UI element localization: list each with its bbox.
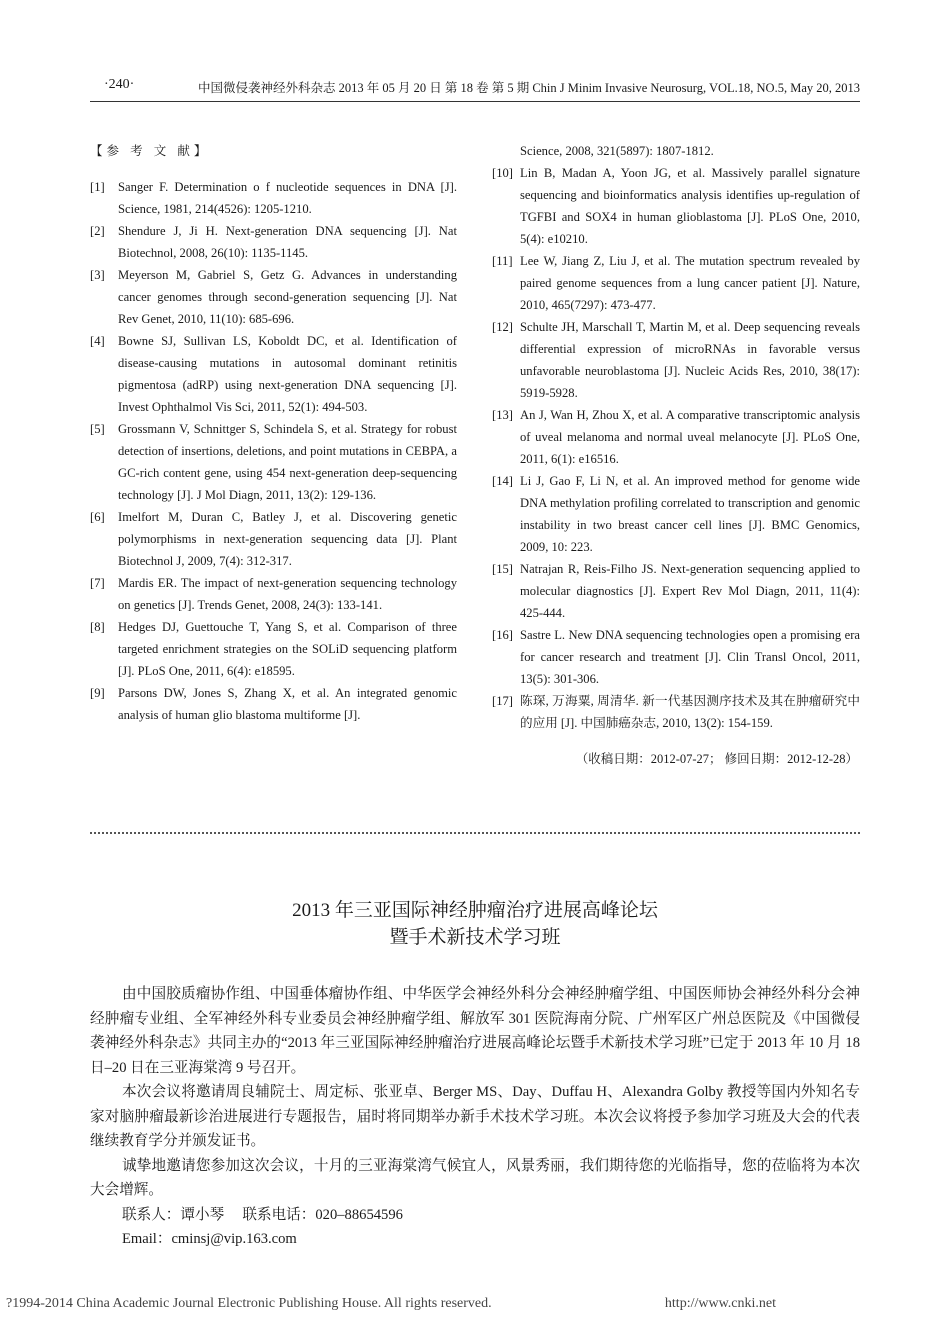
reference-text: An J, Wan H, Zhou X, et al. A comparative transcriptomic analysis of uveal melanoma and normal uveal melanocyte [J]. PLoS One, 2011, 6(1): e16516. [520, 408, 860, 466]
reference-item [492, 558, 860, 624]
reference-list-left [90, 176, 457, 726]
reference-text: Lin B, Madan A, Yoon JG, et al. Massively parallel signature sequencing and bioinformatics analysis identifies up-regulation of TGFBI and SOX4 in human glioblastoma [J]. PLoS One, 2010, 5(4): e10210. [520, 166, 860, 246]
reference-item [492, 624, 860, 690]
reference-text: Mardis ER. The impact of next-generation sequencing technology on genetics [J]. Trends Genet, 2008, 24(3): 133-141. [118, 576, 457, 612]
reference-item [90, 572, 457, 616]
notice-title [90, 897, 860, 951]
contact-info: 联系人：谭小琴 联系电话：020–88654596 [122, 1206, 403, 1223]
reference-text: Grossmann V, Schnittger S, Schindela S, et al. Strategy for robust detection of insertions, deletions, and point mutations in CEBPA, a GC-rich content gene, using 454 next-generation deep-sequencing technology [J]. J Mol Diagn, 2011, 13(2): 129-136. [118, 422, 457, 502]
reference-item [90, 176, 457, 220]
reference-item [492, 162, 860, 250]
reference-text: Hedges DJ, Guettouche T, Yang S, et al. Comparison of three targeted enrichment strategies on the SOLiD sequencing platform [J]. PLoS One, 2011, 6(4): e18595. [118, 620, 457, 678]
reference-text: Li J, Gao F, Li N, et al. An improved method for genome wide DNA methylation profiling correlated to transcription and genomic instability in two breast cancer cell lines [J]. BMC Genomics, 2009, 10: 223. [520, 474, 860, 554]
reference-number: [5] [90, 422, 105, 436]
references-right-column [492, 140, 860, 770]
references-heading: 【参 考 文 献】 [90, 144, 211, 158]
reference-text: Sastre L. New DNA sequencing technologies open a promising era for cancer research and treatment [J]. Clin Transl Oncol, 2011, 13(5): 301-306. [520, 628, 860, 686]
page-footer [0, 1296, 950, 1316]
reference-number: [14] [492, 474, 513, 488]
reference-number: [1] [90, 180, 105, 194]
reference-text: Imelfort M, Duran C, Batley J, et al. Discovering genetic polymorphisms in next-generation sequencing data [J]. Plant Biotechnol J, 2009, 7(4): 312-317. [118, 510, 457, 568]
reference-number: [16] [492, 628, 513, 642]
reference-item [492, 690, 860, 734]
section-divider [90, 832, 860, 834]
reference-text: Bowne SJ, Sullivan LS, Koboldt DC, et al. Identification of disease-causing mutations in autosomal dominant retinitis pigmentosa (adRP) using next-generation DNA sequencing [J]. Invest Ophthalmol Vis Sci, 2011, 52(1): 494-503. [118, 334, 457, 414]
reference-number: [13] [492, 408, 513, 422]
reference-number: [17] [492, 694, 513, 708]
reference-number: [6] [90, 510, 105, 524]
reference-item [492, 250, 860, 316]
reference-continuation: Science, 2008, 321(5897): 1807-1812. [520, 144, 714, 158]
references-left-column [90, 140, 457, 726]
reference-text: 陈琛, 万海粟, 周清华. 新一代基因测序技术及其在肿瘤研究中的应用 [J]. 中国肺癌杂志, 2010, 13(2): 154-159. [520, 694, 860, 730]
reference-number: [3] [90, 268, 105, 282]
notice-paragraph: 诚挚地邀请您参加这次会议，十月的三亚海棠湾气候宜人，风景秀丽，我们期待您的光临指导，您的莅临将为本次大会增辉。 [90, 1157, 860, 1198]
reference-item [90, 264, 457, 330]
reference-item [90, 616, 457, 682]
header-divider [90, 101, 860, 102]
received-revised-dates: （收稿日期：2012-07-27； 修回日期：2012-12-28） [575, 752, 858, 766]
reference-item [90, 418, 457, 506]
reference-item [492, 316, 860, 404]
page-number: ·240· [104, 77, 135, 92]
reference-number: [15] [492, 562, 513, 576]
reference-text: Shendure J, Ji H. Next-generation DNA sequencing [J]. Nat Biotechnol, 2008, 26(10): 1135-1145. [118, 224, 457, 260]
reference-list-right [492, 162, 860, 734]
reference-number: [8] [90, 620, 105, 634]
copyright-notice: ?1994-2014 China Academic Journal Electronic Publishing House. All rights reserved. [6, 1296, 492, 1311]
reference-text: Schulte JH, Marschall T, Martin M, et al. Deep sequencing reveals differential expression of microRNAs in favorable versus unfavorable neuroblastoma [J]. Nucleic Acids Res, 2010, 38(17): 5919-5928. [520, 320, 860, 400]
footer-link[interactable]: http://www.cnki.net [664, 1296, 776, 1311]
reference-text: Lee W, Jiang Z, Liu J, et al. The mutation spectrum revealed by paired genome sequences from a lung cancer patient [J]. Nature, 2010, 465(7297): 473-477. [520, 254, 860, 312]
reference-item [492, 404, 860, 470]
reference-text: Natrajan R, Reis-Filho JS. Next-generation sequencing applied to molecular diagnostics [J]. Expert Rev Mol Diagn, 2011, 11(4): 425-444. [520, 562, 860, 620]
page-header [104, 77, 860, 97]
reference-item [90, 682, 457, 726]
notice-title-line-2: 暨手术新技术学习班 [389, 927, 561, 948]
reference-number: [7] [90, 576, 105, 590]
reference-item [90, 330, 457, 418]
reference-item [90, 220, 457, 264]
reference-number: [12] [492, 320, 513, 334]
reference-number: [4] [90, 334, 105, 348]
notice-title-line-1: 2013 年三亚国际神经肿瘤治疗进展高峰论坛 [292, 900, 658, 921]
reference-number: [10] [492, 166, 513, 180]
reference-text: Sanger F. Determination o f nucleotide sequences in DNA [J]. Science, 1981, 214(4526): 1205-1210. [118, 180, 457, 216]
reference-text: Parsons DW, Jones S, Zhang X, et al. An integrated genomic analysis of human glio blastoma multiforme [J]. [118, 686, 457, 722]
notice-body [90, 982, 860, 1252]
reference-number: [2] [90, 224, 105, 238]
notice-paragraph: 本次会议将邀请周良辅院士、周定标、张亚卓、Berger MS、Day、Duffau H、Alexandra Golby 教授等国内外知名专家对脑肿瘤最新诊治进展进行专题报告，届时将同期举办新手术技术学习班。本次会议将授予参加学习班及大会的代表继续教育学分并颁发证书。 [90, 1084, 860, 1149]
reference-item [492, 470, 860, 558]
notice-paragraph: 由中国胶质瘤协作组、中国垂体瘤协作组、中华医学会神经外科分会神经肿瘤学组、中国医师协会神经外科分会神经肿瘤专业组、全军神经外科专业委员会神经肿瘤学组、解放军 301 医院海南分院、广州军区广州总医院及《中国微侵袭神经外科杂志》共同主办的“2013 年三亚国际神经肿瘤治疗进展高峰论坛暨手术新技术学习班”已定于 2013 年 10 月 18 日–20 日在三亚海棠湾 9 号召开。 [90, 986, 860, 1076]
journal-citation-line: 中国微侵袭神经外科杂志 2013 年 05 月 20 日 第 18 卷 第 5 期 Chin J Minim Invasive Neurosurg, VOL.18, NO.5, May 20, 2013 [197, 81, 860, 95]
contact-email: Email：cminsj@vip.163.com [122, 1231, 297, 1247]
reference-text: Meyerson M, Gabriel S, Getz G. Advances in understanding cancer genomes through second-generation sequencing [J]. Nat Rev Genet, 2010, 11(10): 685-696. [118, 268, 457, 326]
reference-item [90, 506, 457, 572]
reference-number: [11] [492, 254, 513, 268]
reference-number: [9] [90, 686, 105, 700]
